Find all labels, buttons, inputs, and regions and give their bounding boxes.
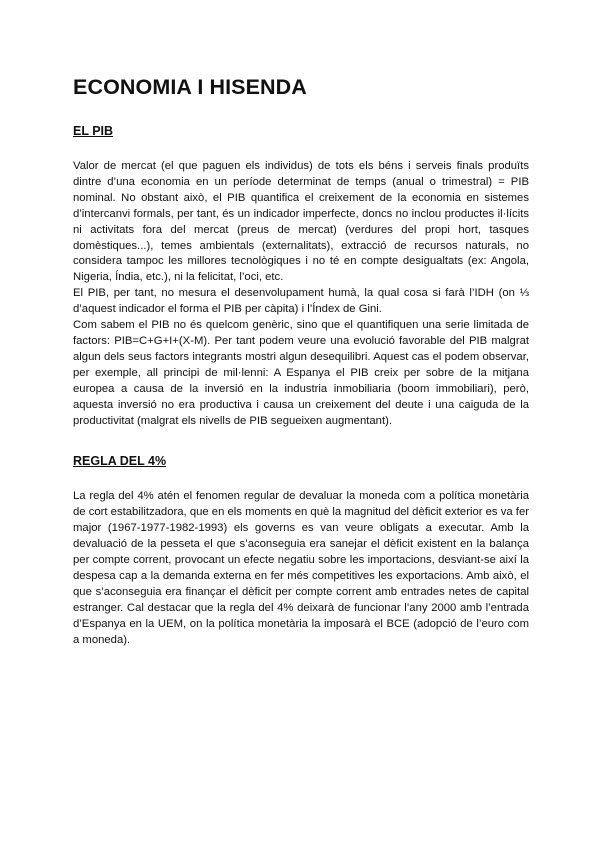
paragraph-pib-factors: Com sabem el PIB no és quelcom genèric, sino que el quantifiquen una serie limitada de factors: PIB=C+G+I+(X-M). Per tant podem veure una evolució favorable del PIB malgrat algun dels seus factors integrants mostri algun desequilibri. Aquest cas el podem observar, per exemple, all principi de mil·lenni: A Espanya el PIB creix per sobre de la mitjana europea a causa de la inversió en la industria inmobiliaria (boom immobiliari), però, aquesta inversió no era productiva i causa un creixement del deute i una caiguda de la productivitat (malgrat els nivells de PIB segueixen augmentant). <box>73 319 529 427</box>
paragraph-regla-del-4: La regla del 4% atén el fenomen regular de devaluar la moneda com a política monetària de cort estabilitzadora, que en els moments en què la magnitud del dèficit exterior es va fer major (1967-1977-1982-1993) els governs es van veure obligats a executar. Amb la devaluació de la pesseta el que s’aconseguia era sanejar el dèficit existent en la balança per compte corrent, provocant un efecte negatiu sobre les importacions, desviant-se així la despesa cap a la demanda externa en fer més competitives les exportacions. Amb això, el que s’aconseguia era finançar el dèficit per compte corrent amb entrades netes de capital estranger. Cal destacar que la regla del 4% deixarà de funcionar l’any 2000 amb l’entrada d’Espanya en la UEM, on la política monetària la imposarà el BCE (adopció de l’euro com a moneda). <box>73 490 529 646</box>
paragraph-pib-definition: Valor de mercat (el que paguen els individus) de tots els béns i serveis finals produïts dintre d’una economia en un període determinat de temps (anual o trimestral) = PIB nominal. No obstant això, el PIB quantifica el creixement de la economia en sistemes d’intercanvi formals, per tant, és un indicador imperfecte, doncs no inclou productes il·lícits ni activitats fora del mercat (preus de mercat) (verdures del propi hort, tasques domèstiques...), temes ambientals (externalitats), extracció de recursos naturals, no considera tampoc les millores tecnològiques i no té en compte desigualtats (ex: Angola, Nigeria, Índia, etc.), ni la felicitat, l’oci, etc. <box>73 160 529 284</box>
paragraph-pib-idh: El PIB, per tant, no mesura el desenvolupament humà, la qual cosa si farà l’IDH (on ⅓ d’aquest indicador el forma el PIB per càpita) i l’Índex de Gini. <box>73 287 529 316</box>
section-heading-el-pib: EL PIB <box>73 124 114 138</box>
page-title: ECONOMIA I HISENDA <box>73 75 307 99</box>
document-page <box>73 72 529 648</box>
section-heading-regla-del-4: REGLA DEL 4% <box>73 454 167 469</box>
